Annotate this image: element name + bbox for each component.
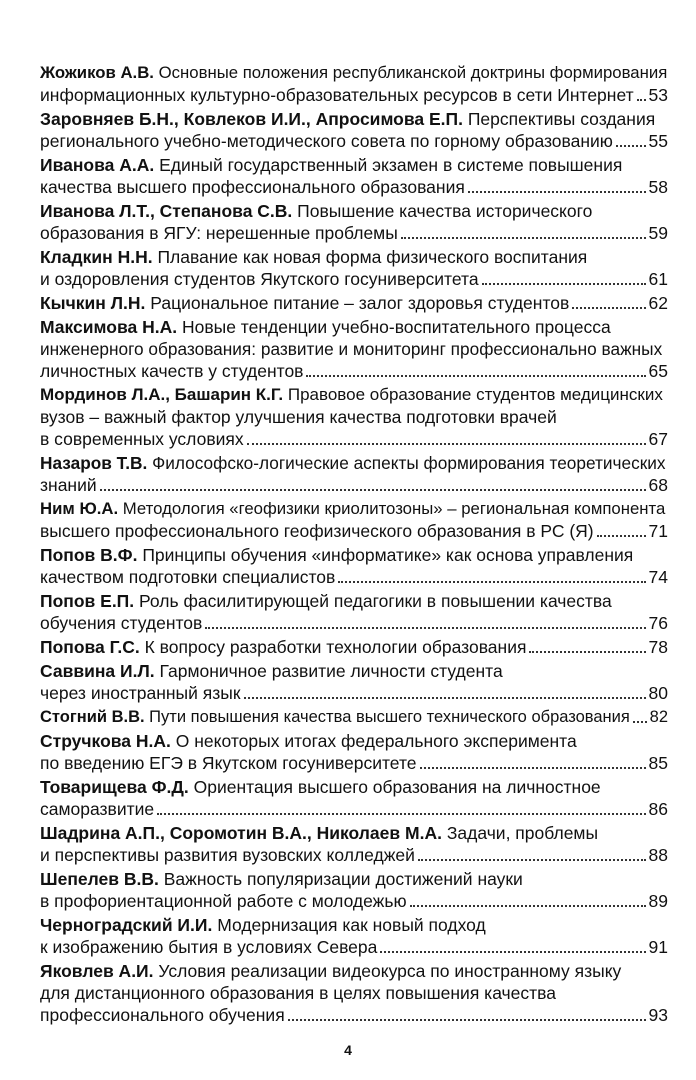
toc-line [40,498,668,520]
toc-title: личностных качеств у студентов [40,361,304,381]
table-of-contents [40,62,668,1028]
dot-leader [420,767,646,769]
toc-line [40,590,668,612]
toc-authors: Шадрина А.П., Соромотин В.А., Николаев М.А. [40,823,442,843]
toc-page-number: 53 [648,85,668,105]
toc-page-number: 80 [648,683,668,703]
toc-line [40,682,668,704]
toc-title: Единый государственный экзамен в системе повышения [159,155,623,175]
toc-line [40,730,668,752]
toc-line [40,520,668,542]
toc-line [40,268,668,290]
toc-page-number: 61 [648,269,668,289]
toc-page-number: 58 [648,177,668,197]
toc-title: Повышение качества исторического [297,201,593,221]
toc-title: Философско-логические аспекты формирования теоретических [152,453,666,473]
toc-title: обучения студентов [40,613,203,633]
toc-entry [40,776,668,820]
toc-line [40,752,668,774]
toc-entry [40,914,668,958]
toc-title: инженерного образования: развитие и мониторинг профессионально важных [40,339,663,359]
toc-line [40,706,668,728]
toc-entry [40,590,668,634]
toc-page-number: 76 [648,613,668,633]
toc-line [40,384,668,406]
toc-entry [40,660,668,704]
toc-entry [40,706,668,728]
toc-title: к изображению бытия в условиях Севера [40,937,378,957]
toc-line [40,936,668,958]
toc-authors: Кычкин Л.Н. [40,293,146,313]
toc-title: Правовое образование студентов медицинских [287,385,663,404]
toc-title: и перспективы развития вузовских колледжей [40,845,415,865]
toc-title: Методология «геофизики криолитозоны» – региональная компонента [122,499,666,518]
toc-title: Задачи, проблемы [446,823,599,843]
toc-authors: Стогний В.В. [40,708,145,726]
toc-line [40,176,668,198]
toc-entry [40,246,668,290]
toc-line [40,960,668,982]
toc-authors: Попов В.Ф. [40,545,138,565]
dot-leader [529,651,645,653]
toc-title: саморазвитие [40,799,155,819]
toc-authors: Назаров Т.В. [40,453,148,473]
toc-line [40,566,668,588]
toc-title: Гармоничное развитие личности студента [159,661,503,681]
toc-title: образования в ЯГУ: нерешенные проблемы [40,223,398,243]
toc-line [40,200,668,222]
toc-line [40,246,668,268]
toc-page-number: 71 [648,521,668,541]
toc-title: для дистанционного образования в целях повышения качества [40,983,557,1003]
toc-line [40,108,668,130]
toc-entry [40,498,668,542]
dot-leader [338,581,645,583]
dot-leader [468,191,646,193]
toc-entry [40,868,668,912]
toc-line [40,822,668,844]
toc-entry [40,730,668,774]
toc-entry [40,292,668,314]
toc-title: Условия реализации видеокурса по иностранному языку [158,961,622,981]
toc-page-number: 59 [648,223,668,243]
toc-title: Плавание как новая форма физического воспитания [157,247,588,267]
toc-authors: Шепелев В.В. [40,869,159,889]
dot-leader [288,1019,646,1021]
toc-page-number: 89 [648,891,668,911]
dot-leader [306,375,645,377]
toc-line [40,660,668,682]
toc-title: Рациональное питание – залог здоровья студентов [150,293,570,313]
toc-authors: Заровняев Б.Н., Ковлеков И.И., Апросимова Е.П. [40,109,463,129]
toc-line [40,452,668,474]
dot-leader [100,489,646,491]
page-number: 4 [344,1042,352,1058]
toc-title: Перспективы создания [467,109,656,129]
toc-entry [40,636,668,658]
toc-title: информационных культурно-образовательных ресурсов в сети Интернет [40,85,634,105]
dot-leader [572,307,645,309]
toc-title: Принципы обучения «информатике» как основа управления [142,545,634,565]
toc-entry [40,544,668,588]
toc-authors: Ним Ю.А. [40,499,119,518]
dot-leader [401,237,646,239]
toc-line [40,84,668,106]
toc-page-number: 85 [648,753,668,773]
toc-authors: Попов Е.П. [40,591,135,611]
toc-page-number: 78 [648,637,668,657]
toc-line [40,890,668,912]
toc-authors: Иванова Л.Т., Степанова С.В. [40,201,293,221]
dot-leader [482,283,646,285]
toc-line [40,636,668,658]
toc-title: по введению ЕГЭ в Якутском госуниверситете [40,753,417,773]
dot-leader [633,721,647,723]
dot-leader [380,951,645,953]
toc-title: К вопросу разработки технологии образования [144,637,527,657]
toc-title: Пути повышения качества высшего технического образования [149,708,630,726]
toc-line [40,406,668,428]
toc-entry [40,154,668,198]
toc-page-number: 93 [648,1005,668,1025]
toc-line [40,338,668,360]
toc-line [40,62,668,84]
dot-leader [616,145,646,147]
toc-authors: Максимова Н.А. [40,317,178,337]
toc-line [40,868,668,890]
toc-title: Основные положения республиканской доктрины формирования [158,63,668,82]
toc-authors: Товарищева Ф.Д. [40,777,189,797]
toc-authors: Попова Г.С. [40,637,140,657]
toc-authors: Жожиков А.В. [40,63,154,82]
toc-title: в современных условиях [40,429,244,449]
toc-authors: Иванова А.А. [40,155,155,175]
toc-line [40,914,668,936]
toc-line [40,292,668,314]
toc-title: Новые тенденции учебно-воспитательного процесса [181,317,611,337]
dot-leader [205,627,645,629]
dot-leader [247,443,646,445]
toc-entry [40,452,668,496]
toc-page-number: 68 [648,475,668,495]
toc-entry [40,108,668,152]
toc-line [40,844,668,866]
toc-title: знаний [40,475,97,495]
toc-line [40,474,668,496]
toc-authors: Яковлев А.И. [40,961,154,981]
toc-authors: Стручкова Н.А. [40,731,171,751]
toc-title: качества высшего профессионального образования [40,177,465,197]
dot-leader [597,535,646,537]
toc-title: профессионального обучения [40,1005,285,1025]
toc-line [40,544,668,566]
toc-line [40,360,668,382]
toc-line [40,316,668,338]
toc-entry [40,200,668,244]
dot-leader [157,813,645,815]
dot-leader [244,697,646,699]
toc-title: Модернизация как новый подход [217,915,486,935]
toc-title: через иностранный язык [40,683,241,703]
toc-authors: Мординов Л.А., Башарин К.Г. [40,385,284,404]
toc-page-number: 88 [648,845,668,865]
toc-title: высшего профессионального геофизического образования в РС (Я) [40,521,594,541]
toc-page-number: 91 [648,937,668,957]
toc-entry [40,822,668,866]
toc-title: качеством подготовки специалистов [40,567,336,587]
toc-entry [40,960,668,1026]
toc-title: регионального учебно-методического совета по горному образованию [40,131,613,151]
dot-leader [418,859,646,861]
toc-line [40,776,668,798]
toc-page-number: 62 [648,293,668,313]
toc-title: Ориентация высшего образования на личностное [193,777,601,797]
dot-leader [410,905,646,907]
toc-page-number: 67 [648,429,668,449]
toc-page-number: 82 [649,708,668,726]
toc-authors: Саввина И.Л. [40,661,155,681]
toc-line [40,982,668,1004]
toc-line [40,154,668,176]
toc-line [40,130,668,152]
toc-line [40,1004,668,1026]
toc-title: Роль фасилитирующей педагогики в повышении качества [139,591,612,611]
toc-authors: Кладкин Н.Н. [40,247,153,267]
toc-title: О некоторых итогах федерального эксперимента [175,731,577,751]
toc-page-number: 55 [648,131,668,151]
toc-line [40,222,668,244]
toc-line [40,798,668,820]
toc-page-number: 86 [648,799,668,819]
toc-title: вузов – важный фактор улучшения качества подготовки врачей [40,407,557,427]
toc-title: в профориентационной работе с молодежью [40,891,407,911]
toc-page-number: 74 [648,567,668,587]
toc-entry [40,384,668,450]
toc-title: Важность популяризации достижений науки [163,869,523,889]
toc-page-number: 65 [648,361,668,381]
toc-line [40,428,668,450]
toc-authors: Черноградский И.И. [40,915,213,935]
toc-line [40,612,668,634]
toc-entry [40,316,668,382]
dot-leader [637,99,646,101]
toc-title: и оздоровления студентов Якутского госуниверситета [40,269,479,289]
toc-entry [40,62,668,106]
